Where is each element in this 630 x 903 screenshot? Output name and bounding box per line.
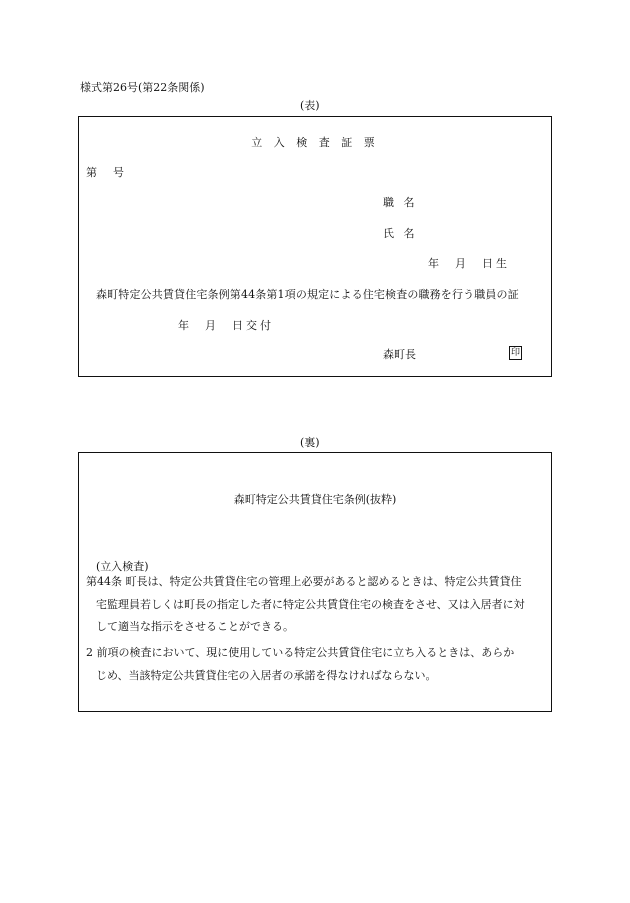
- back-card: [78, 452, 552, 712]
- article-44-paragraph-2: [86, 642, 514, 687]
- section-heading: (立入検査): [96, 560, 149, 573]
- seal-mark: 印: [510, 348, 520, 358]
- front-card: [78, 116, 552, 377]
- form-number: 様式第26号(第22条関係): [80, 81, 205, 94]
- ordinance-title: 森町特定公共賃貸住宅条例(抜粋): [233, 493, 397, 506]
- paragraph-line: 2 前項の検査において、現に使用している特定公共賃貸住宅に立ち入るときは、あらか: [86, 646, 515, 659]
- back-side-label: (裏): [300, 436, 320, 449]
- paragraph-line: じめ、当該特定公共賃貸住宅の入居者の承諾を得なければならない。: [96, 668, 437, 682]
- birthdate-label: 年 月 日生: [428, 257, 510, 270]
- article-line: 第44条 町長は、特定公共賃貸住宅の管理上必要があると認めるときは、特定公共賃貸住: [86, 575, 522, 588]
- article-line: 宅監理員若しくは町長の指定した者に特定公共賃貸住宅の検査をさせ、又は入居者に対: [96, 597, 525, 611]
- article-44: [86, 571, 525, 639]
- position-label: 職 名: [383, 196, 418, 209]
- article-line: して適当な指示をさせることができる。: [96, 620, 294, 633]
- card-title: 立 入 検 査 証 票: [251, 136, 379, 149]
- name-label: 氏 名: [383, 227, 418, 240]
- issuer-label: 森町長: [383, 348, 416, 361]
- front-side-label: (表): [300, 99, 320, 112]
- issue-date-label: 年 月 日交付: [178, 319, 274, 332]
- certification-text: 森町特定公共賃貸住宅条例第44条第1項の規定による住宅検査の職務を行う職員の証: [96, 288, 519, 301]
- card-number-label: 第 号: [86, 166, 127, 179]
